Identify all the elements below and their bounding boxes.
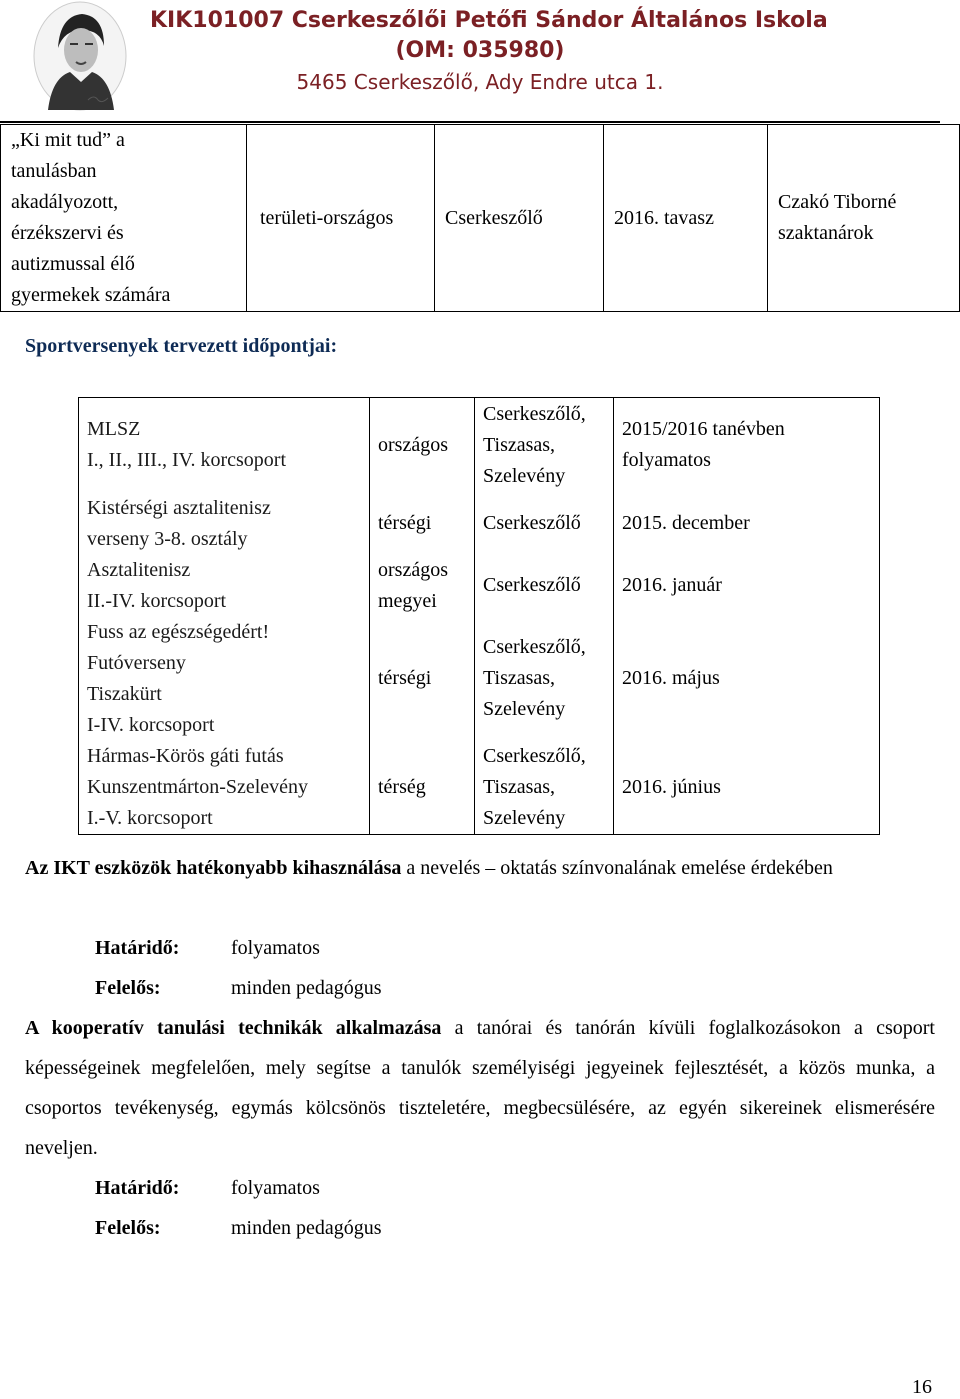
sport-date-cell: 2016. június (614, 741, 880, 835)
table-row (79, 741, 880, 835)
sport-level-cell: országos megyei (370, 555, 475, 617)
sport-table (78, 397, 880, 835)
sport-place-cell: Cserkeszőlő, Tiszasas, Szelevény (475, 398, 614, 493)
sport-heading: Sportversenyek tervezett időpontjai: (25, 335, 338, 357)
sport-name-cell: Hármas-Körös gáti futás Kunszentmárton-Szelevény I.-V. korcsoport (79, 741, 370, 835)
sport-name-cell: Fuss az egészségedért! Futóverseny Tiszakürt I-IV. korcsoport (79, 617, 370, 741)
sport-name-cell: MLSZ I., II., III., IV. korcsoport (79, 398, 370, 493)
sport-name-cell: Asztalitenisz II.-IV. korcsoport (79, 555, 370, 617)
ikt-paragraph: Az IKT eszközök hatékonyabb kihasználása a nevelés – oktatás színvonalának emelése érdekében (25, 857, 833, 879)
header-address: 5465 Cserkeszőlő, Ady Endre utca 1. (296, 70, 664, 94)
sport-date-cell: 2015/2016 tanévben folyamatos (614, 398, 880, 493)
sport-date-cell: 2016. január (614, 555, 880, 617)
school-portrait-logo (30, 0, 130, 112)
sport-name-cell: Kistérségi asztalitenisz verseny 3-8. osztály (79, 493, 370, 555)
competition-name-cell: „Ki mit tud” a tanulásban akadályozott, érzékszervi és autizmussal élő gyermekek számára (1, 125, 247, 312)
sport-level-cell: országos (370, 398, 475, 493)
sport-date-cell: 2016. május (614, 617, 880, 741)
sport-place-cell: Cserkeszőlő, Tiszasas, Szelevény (475, 741, 614, 835)
sport-place-cell: Cserkeszőlő (475, 493, 614, 555)
table-row (1, 125, 960, 312)
sport-place-cell: Cserkeszőlő (475, 555, 614, 617)
header-om-id: (OM: 035980) (395, 38, 565, 63)
table-row (79, 555, 880, 617)
header-divider (0, 121, 940, 123)
sport-place-cell: Cserkeszőlő, Tiszasas, Szelevény (475, 617, 614, 741)
sport-level-cell: térségi (370, 493, 475, 555)
table-row (79, 398, 880, 493)
sport-level-cell: térség (370, 741, 475, 835)
competition-place-cell: Cserkeszőlő (435, 125, 604, 312)
table-row (79, 617, 880, 741)
competition-level-cell: területi-országos (247, 125, 435, 312)
sport-date-cell: 2015. december (614, 493, 880, 555)
page-number: 16 (912, 1376, 932, 1398)
coop-paragraph: A kooperatív tanulási technikák alkalmazása a tanórai és tanórán kívüli foglalkozásokon a csoport képességeinek megfelelően, mely segítse a tanulók személyiségi jegyeinek fejlesztését, a közös munka, a csoportos tevékenység, egymás kölcsönös tiszteletére, megbecsülésére, az egyén sikereinek elismerésére neveljen. (25, 1017, 935, 1159)
competition-date-cell: 2016. tavasz (604, 125, 768, 312)
competition-responsible-cell: Czakó Tiborné szaktanárok (768, 125, 960, 312)
competition-table (0, 124, 960, 312)
header-school-name: KIK101007 Cserkeszőlői Petőfi Sándor Általános Iskola (150, 8, 828, 33)
sport-level-cell: térségi (370, 617, 475, 741)
table-row (79, 493, 880, 555)
